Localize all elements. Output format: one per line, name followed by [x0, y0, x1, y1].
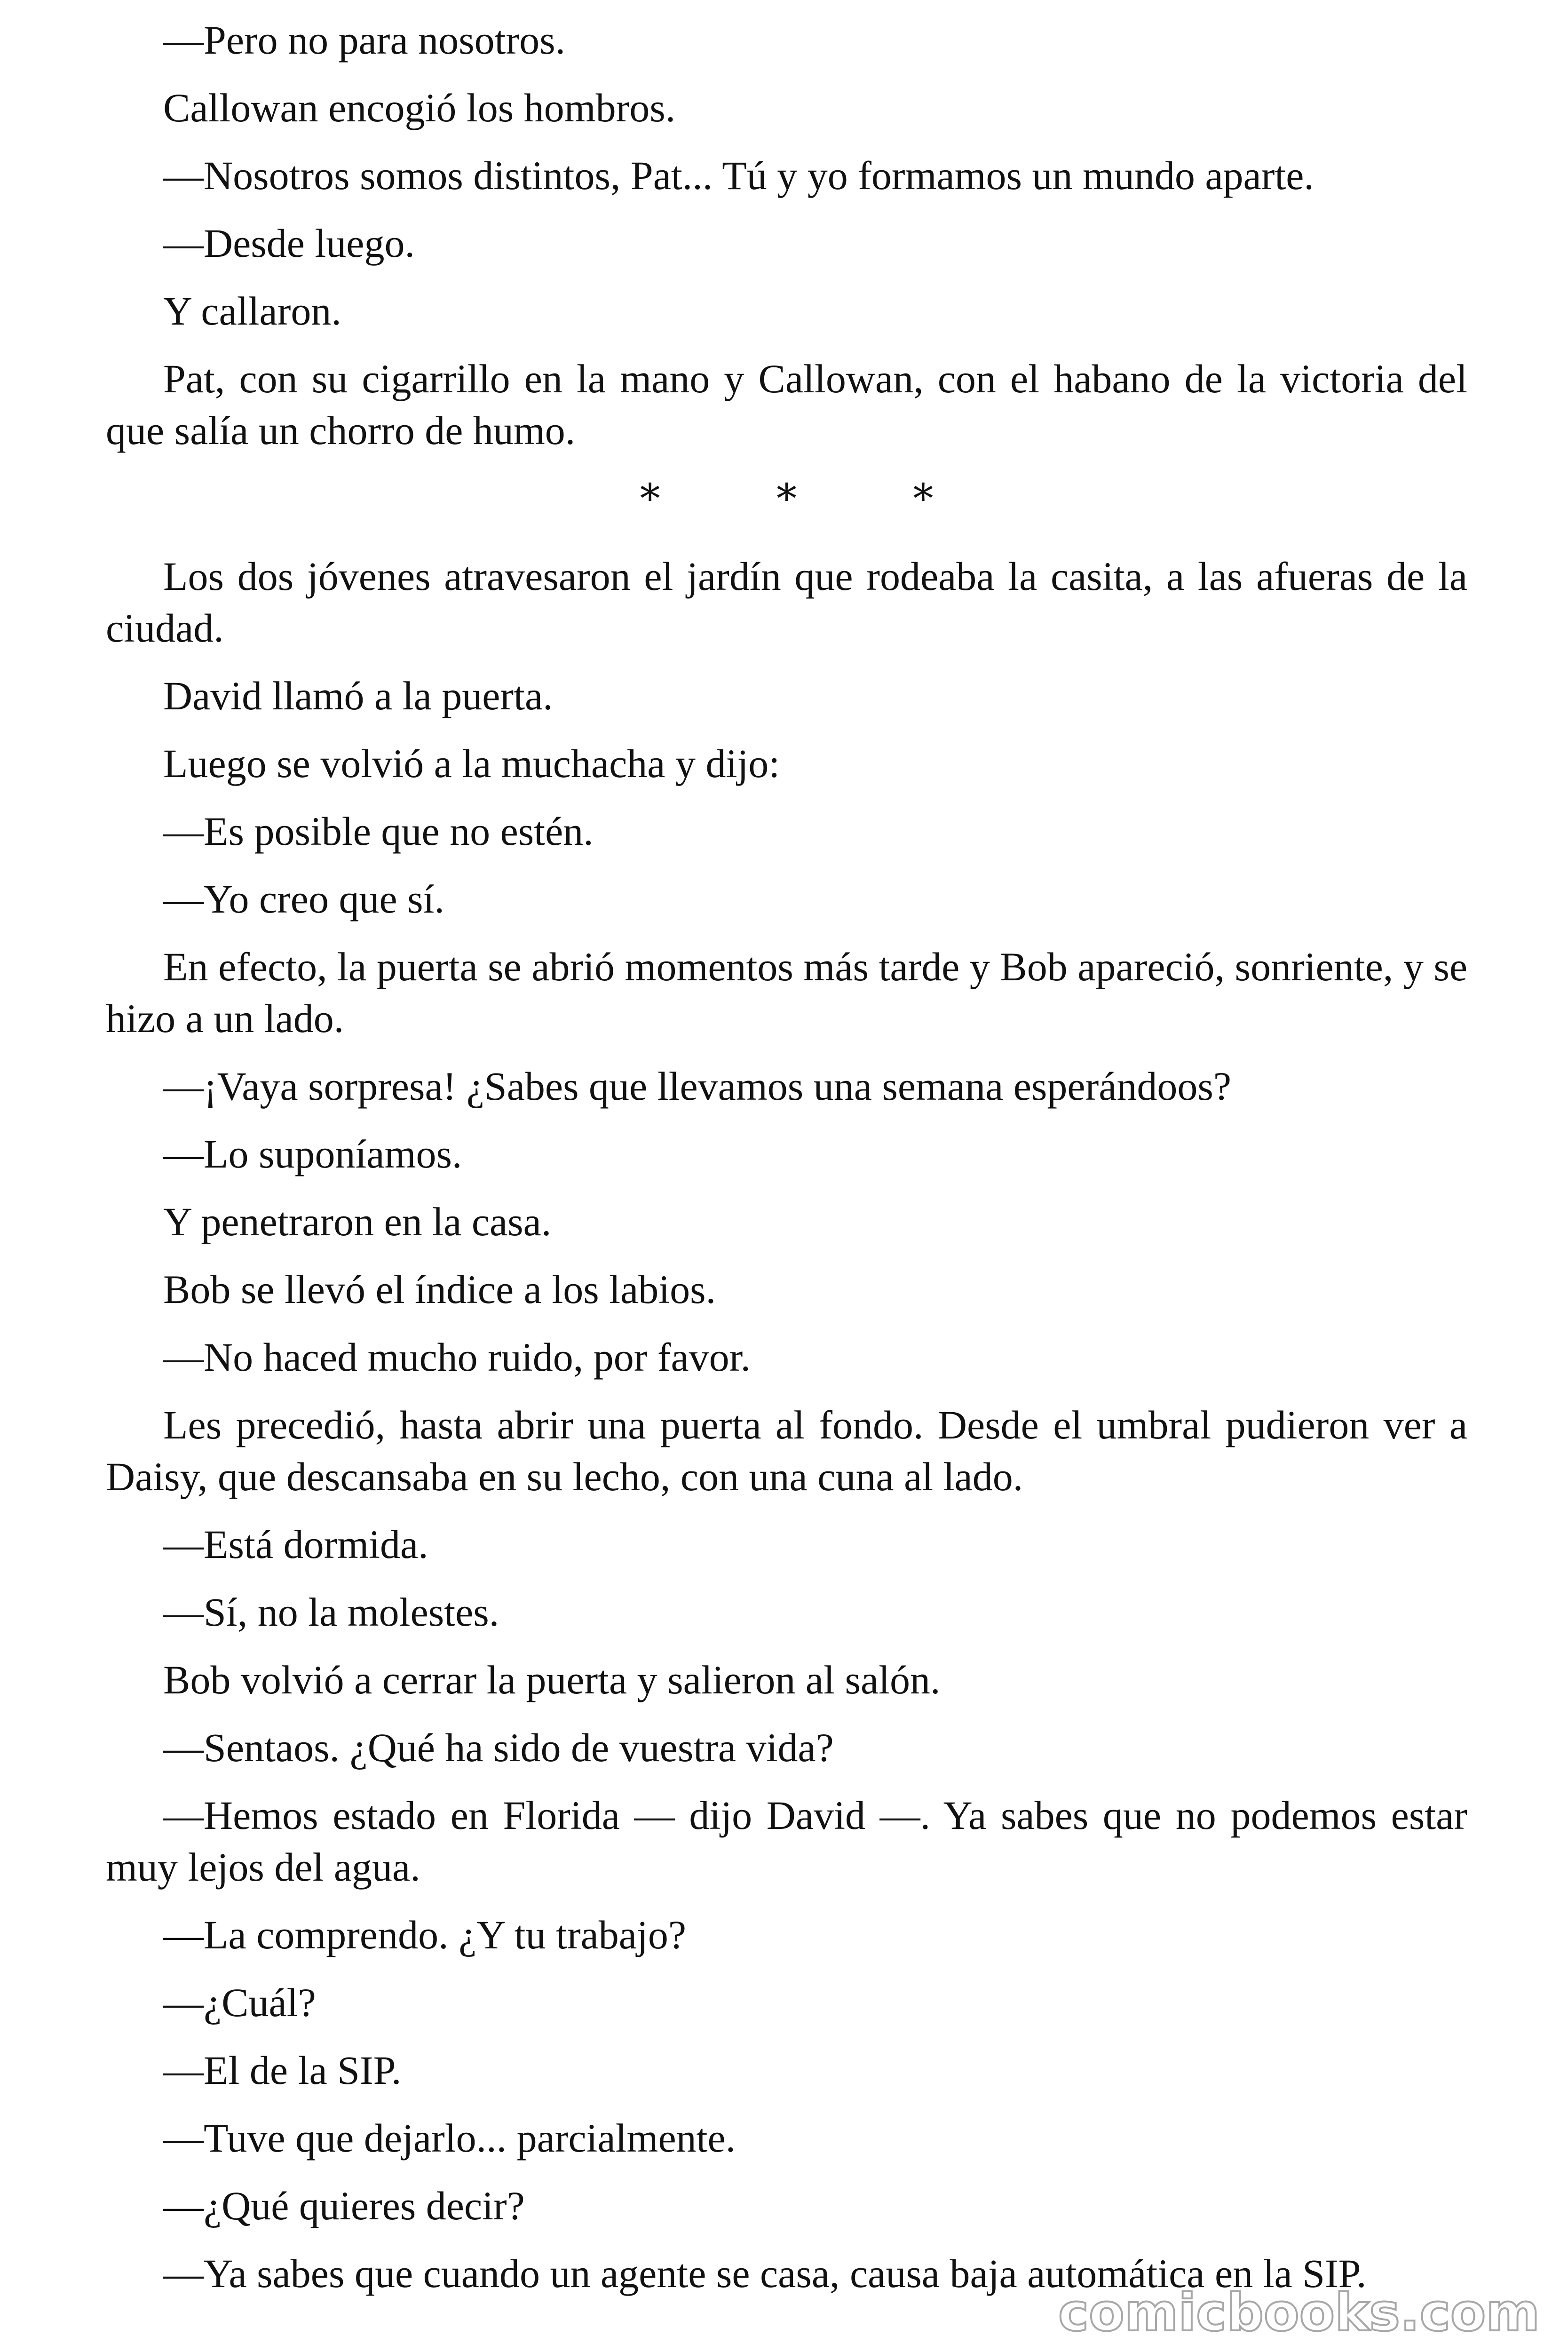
paragraph: —No haced mucho ruido, por favor.	[163, 1335, 751, 1380]
document-page	[106, 14, 1467, 2315]
paragraph: —¡Vaya sorpresa! ¿Sabes que llevamos una semana esperándoos?	[163, 1064, 1232, 1109]
paragraph: Bob se llevó el índice a los labios.	[163, 1267, 716, 1312]
paragraph: Y penetraron en la casa.	[163, 1199, 552, 1244]
paragraph: —Ya sabes que cuando un agente se casa, causa baja automática en la SIP.	[163, 2251, 1367, 2296]
paragraph: —Nosotros somos distintos, Pat... Tú y yo formamos un mundo aparte.	[163, 153, 1314, 198]
paragraph: —Pero no para nosotros.	[163, 17, 566, 63]
paragraph: Bob volvió a cerrar la puerta y salieron al salón.	[163, 1657, 941, 1702]
paragraph: Y callaron.	[163, 288, 341, 334]
section-separator: * * *	[640, 476, 985, 523]
paragraph: —Desde luego.	[163, 221, 415, 266]
paragraph: Luego se volvió a la muchacha y dijo:	[163, 741, 780, 786]
paragraph: —¿Qué quieres decir?	[163, 2183, 525, 2228]
paragraph: —Hemos estado en Florida — dijo David —. Ya sabes que no podemos estar muy lejos del agua.	[106, 1793, 1467, 1890]
paragraph: —El de la SIP.	[163, 2048, 402, 2093]
paragraph: Callowan encogió los hombros.	[163, 85, 676, 130]
paragraph: —¿Cuál?	[163, 1980, 316, 2025]
paragraph: En efecto, la puerta se abrió momentos más tarde y Bob apareció, sonriente, y se hizo a un lado.	[106, 944, 1467, 1041]
paragraph: Los dos jóvenes atravesaron el jardín que rodeaba la casita, a las afueras de la ciudad.	[106, 554, 1467, 651]
paragraph: —Yo creo que sí.	[163, 876, 445, 922]
paragraph: —Tuve que dejarlo... parcialmente.	[163, 2115, 736, 2161]
paragraph: —Lo suponíamos.	[163, 1131, 462, 1176]
paragraph: —Está dormida.	[163, 1522, 428, 1567]
paragraph: —Es posible que no estén.	[163, 809, 594, 854]
paragraph: —Sentaos. ¿Qué ha sido de vuestra vida?	[163, 1725, 834, 1770]
paragraph: Les precedió, hasta abrir una puerta al fondo. Desde el umbral pudieron ver a Daisy, que descansaba en su lecho, con una cuna al lado.	[106, 1402, 1467, 1499]
paragraph: Pat, con su cigarrillo en la mano y Callowan, con el habano de la victoria del que salía un chorro de humo.	[106, 356, 1467, 453]
paragraph: David llamó a la puerta.	[163, 673, 553, 718]
text-section-bottom	[106, 550, 1467, 2299]
watermark-logo: comicbooks.com	[1058, 2282, 1540, 2343]
paragraph: —La comprendo. ¿Y tu trabajo?	[163, 1912, 686, 1957]
paragraph: —Sí, no la molestes.	[163, 1589, 499, 1635]
text-section-top	[106, 14, 1467, 456]
